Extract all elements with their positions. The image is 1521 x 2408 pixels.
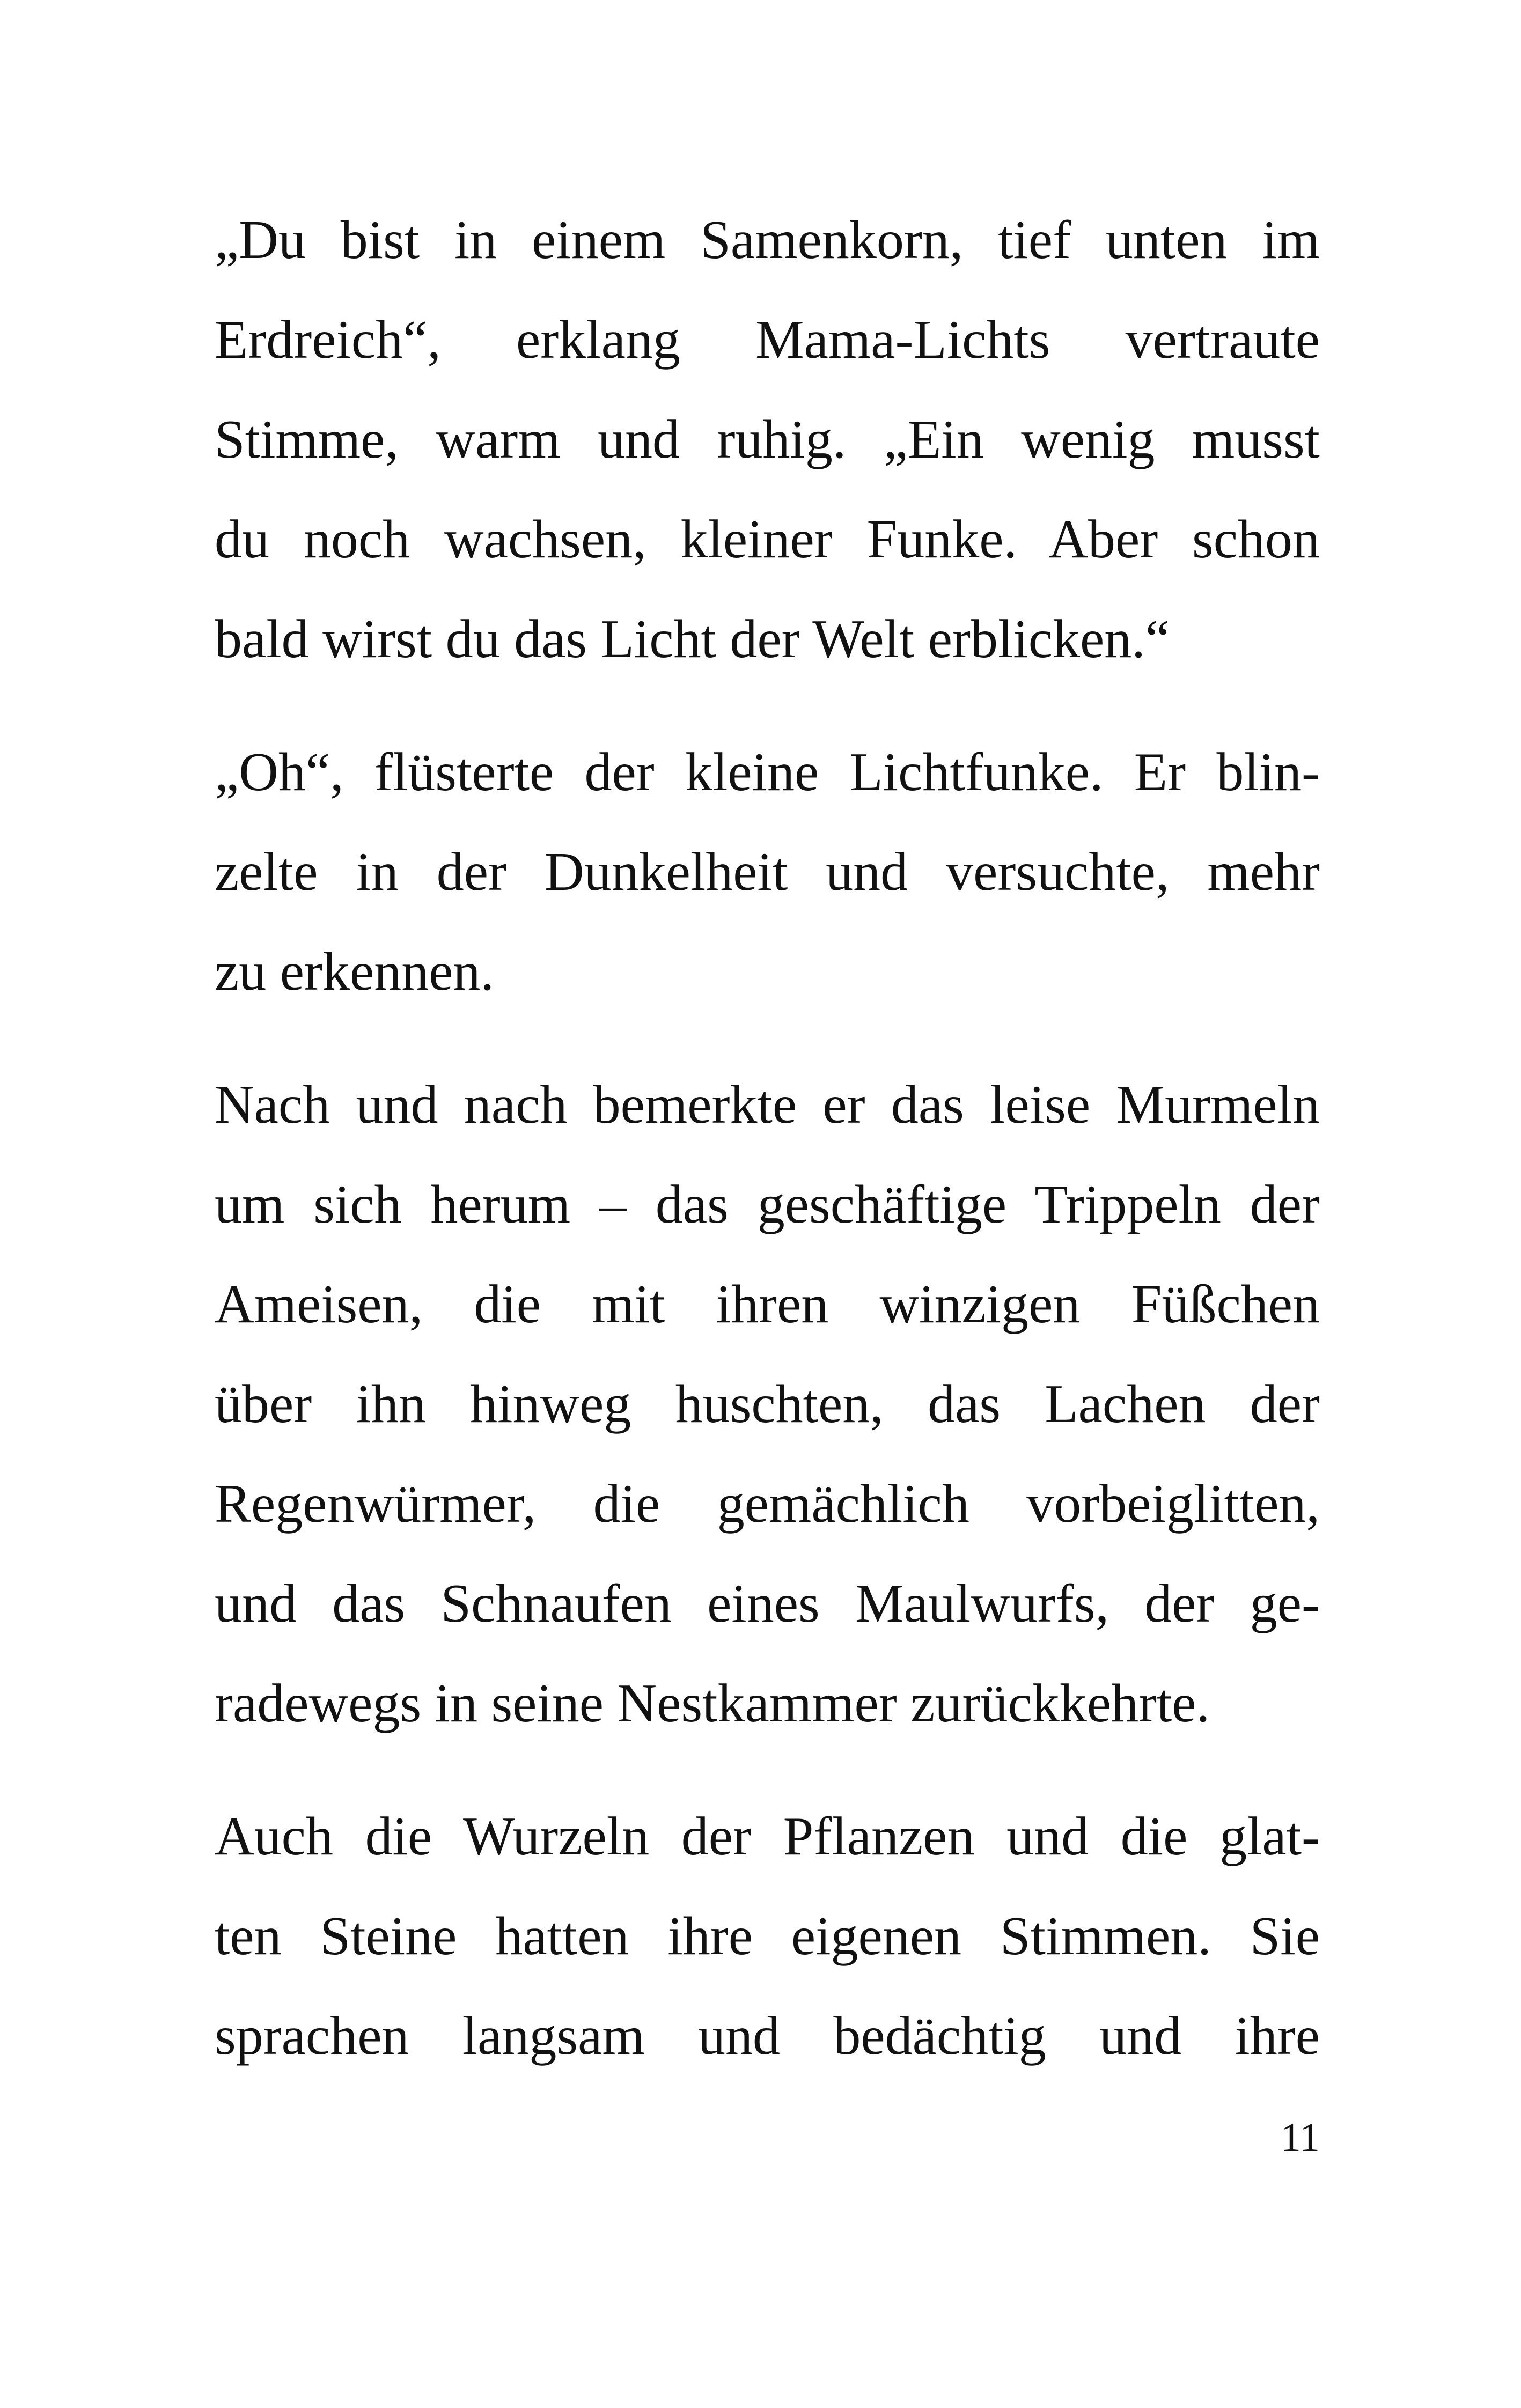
text-line: um sich herum – das geschäftige Trippeln der [215,1174,1320,1235]
text-line: du noch wachsen, kleiner Funke. Aber schon [215,509,1320,570]
body-text [215,190,1320,2086]
page-number: 11 [1280,2115,1320,2160]
paragraph [215,1055,1320,1754]
text-line: „Du bist in einem Samenkorn, tief unten im [215,210,1320,270]
text-line: über ihn hinweg huschten, das Lachen der [215,1374,1320,1434]
text-line: Regenwürmer, die gemächlich vorbeiglitten, [215,1474,1320,1534]
text-line: sprachen langsam und bedächtig und ihre [215,2006,1320,2066]
text-line: und das Schnaufen eines Maulwurfs, der ge- [215,1573,1320,1634]
text-line: Stimme, warm und ruhig. „Ein wenig musst [215,409,1320,470]
paragraph-spacer [215,1022,1320,1055]
text-line: zu erkennen. [215,941,495,1002]
text-line: zelte in der Dunkelheit und versuchte, mehr [215,842,1320,902]
text-line: Erdreich“, erklang Mama-Lichts vertraute [215,310,1320,370]
paragraph [215,723,1320,1022]
text-line: Nach und nach bemerkte er das leise Murmeln [215,1074,1320,1135]
paragraph-spacer [215,1754,1320,1787]
text-line: ten Steine hatten ihre eigenen Stimmen. Sie [215,1906,1320,1967]
text-line: „Oh“, flüsterte der kleine Lichtfunke. Er blin- [215,742,1320,802]
paragraph [215,190,1320,689]
text-line: Auch die Wurzeln der Pflanzen und die glat- [215,1806,1320,1867]
text-line: radewegs in seine Nestkammer zurückkehrte. [215,1673,1210,1734]
text-line: bald wirst du das Licht der Welt erblicken.“ [215,609,1170,669]
text-line: Ameisen, die mit ihren winzigen Füßchen [215,1274,1320,1335]
paragraph [215,1787,1320,2086]
paragraph-spacer [215,689,1320,723]
